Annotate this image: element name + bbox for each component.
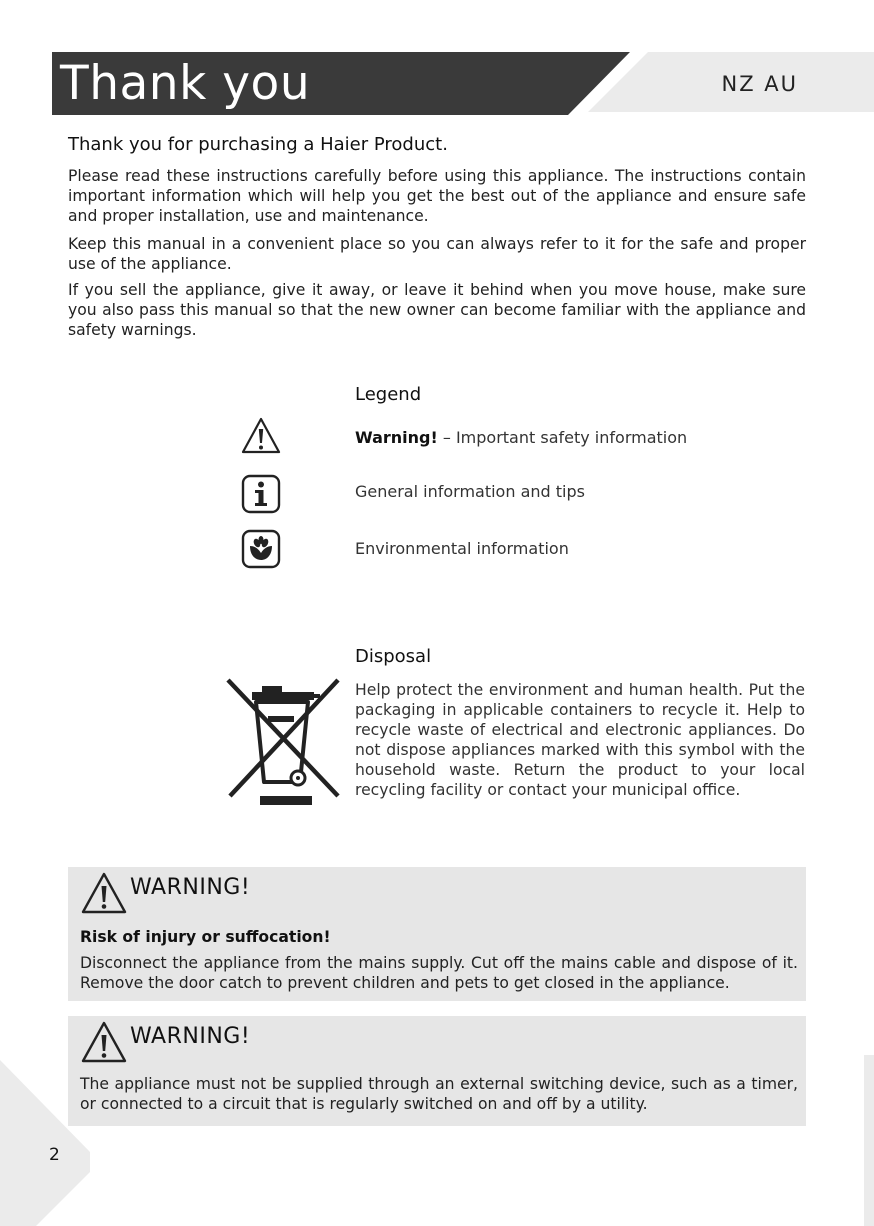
warning-2-title: WARNING! <box>130 1024 251 1049</box>
disposal-text: Help protect the environment and human health. Put the packaging in applicable containers to recycle it. Help to recycle waste of electrical and electronic appliances. Do not dispose appliances marked with this symbol with the household waste. Return the product to your local recycling facility or contact your municipal office. <box>355 681 805 799</box>
warning-1-text: Disconnect the appliance from the mains supply. Cut off the mains cable and dispose of it. Remove the door catch to prevent children and pets to get closed in the appliance. <box>80 954 798 992</box>
legend-item-environment: Environmental information <box>355 539 569 558</box>
legend-item-warning <box>355 428 687 447</box>
page-number: 2 <box>49 1145 60 1165</box>
warning-box-2 <box>68 1016 806 1126</box>
intro-paragraph-3: If you sell the appliance, give it away, or leave it behind when you move house, make sure you also pass this manual so that the new owner can become familiar with the appliance and safety warnings. <box>68 281 806 339</box>
intro-heading: Thank you for purchasing a Haier Product. <box>68 134 448 155</box>
disposal-heading: Disposal <box>355 646 432 667</box>
warning-box-1 <box>68 867 806 1001</box>
legend-warning-bold: Warning! <box>355 428 438 447</box>
region-label: NZ AU <box>721 72 798 96</box>
legend-warning-text: – Important safety information <box>437 428 688 447</box>
warning-icon <box>80 871 128 915</box>
warning-icon <box>241 416 281 456</box>
warning-icon <box>80 1020 128 1064</box>
environment-icon <box>241 529 281 569</box>
legend-heading: Legend <box>355 384 422 405</box>
corner-shape-bottom-right <box>864 1055 874 1226</box>
intro-paragraph-2: Keep this manual in a convenient place so you can always refer to it for the safe and proper use of the appliance. <box>68 235 806 273</box>
intro-paragraph-1: Please read these instructions carefully before using this appliance. The instructions contain important information which will help you get the best out of the appliance and ensure safe and proper installation, use and maintenance. <box>68 167 806 225</box>
crossed-out-bin-icon <box>224 678 348 810</box>
warning-1-title: WARNING! <box>130 875 251 900</box>
legend-item-info: General information and tips <box>355 482 585 501</box>
page-title: Thank you <box>60 56 311 111</box>
warning-2-text: The appliance must not be supplied through an external switching device, such as a timer, or connected to a circuit that is regularly switched on and off by a utility. <box>80 1075 798 1113</box>
warning-1-subtitle: Risk of injury or suffocation! <box>80 928 331 946</box>
info-icon <box>241 474 281 514</box>
